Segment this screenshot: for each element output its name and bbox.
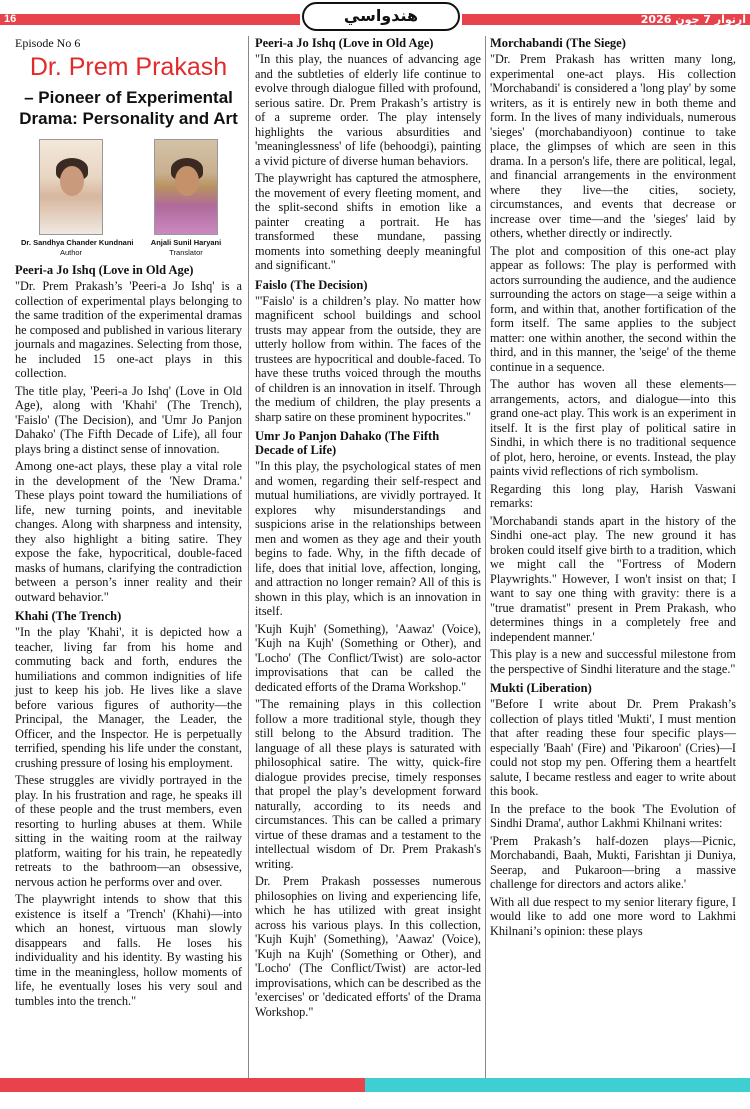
author-name: Dr. Sandhya Chander Kundnani — [21, 238, 134, 247]
column-3 — [490, 36, 736, 941]
issue-date: آرتوار 7 جون 2026 — [640, 13, 746, 26]
byline-photos — [21, 139, 236, 258]
paragraph: The plot and composition of this one-act play appear as follows: The play is performed with actors surrounding the audience, and the audience surrounding the actors on stage—a seige within a form, and within that, another fortification of the form itself. The same applies to the subject matter: one within another, the second within the third, and in this manner, the 'seige' of the theme continue in a sequence. — [490, 243, 736, 374]
section-heading: Morchabandi (The Siege) — [490, 36, 626, 50]
paragraph: "Dr. Prem Prakash’s 'Peeri-a Jo Ishq' is a collection of experimental plays belonging to the same tradition of the experimental dramas he composed and published in various literary journals and magazines. Selecting from those, he included 15 one-act plays in this collection. — [15, 279, 242, 380]
paragraph: "Dr. Prem Prakash has written many long, experimental one-act plays. His collection 'Morchabandi' is considered a 'long play' by some writers, as it is entirely new in both theme and form. In the lives of many individuals, numerous 'sieges' (morchabandiyoon) continue to take place, the glimpses of which are seen in this drama. In a person's life, there are political, legal, and financial arrangements in the environment where they live—the cities, society, circumstances, and events that decrease or increase over time—and the 'sieges' laid by others, whether directly or indirectly. — [490, 52, 736, 240]
paragraph: 'Kujh Kujh' (Something), 'Aawaz' (Voice), 'Kujh na Kujh' (Something or Other), and 'Locho' (The Conflict/Twist) are solo-actor improvisations that can be called the dedicated efforts of the Drama Workshop." — [255, 621, 481, 694]
paragraph: "In this play, the psychological states of men and women, regarding their self-respect and mutual humiliations, are vividly portrayed. It explores why misunderstandings and suspicions arise in the relationships between men and women as they age and their youth begins to fade. Why, in the fifth decade of life, does that initial love, affection, longing, and attraction no longer remain? All of this is shown in this play, which is an innovation in itself. — [255, 459, 481, 618]
paragraph: "The remaining plays in this collection follow a more traditional style, though they still belong to the Absurd tradition. The language of all these plays is saturated with philosophical satire. The witty, quick-fire dialogue provides precise, timely responses that propel the play’s development forward naturally, according to its needs and circumstances. This can be called a primary virtue of these dramas and a testament to the intellectual wisdom of Dr. Prem Prakash's writing. — [255, 697, 481, 871]
page-number: 16 — [4, 13, 17, 25]
paragraph: The author has woven all these elements—arrangements, actors, and dialogue—into this grand one-act play. This work is an experiment in itself. It is the first play of political satire in Sindhi, in which there is no traditional sequence of plot, hero, heroine, or events. Instead, the play paints vivid reflections of rich symbolism. — [490, 377, 736, 478]
paragraph: "In this play, the nuances of advancing age and the subtleties of elderly life continue to evolve through dialogue filled with profound, serious satire. Dr. Prem Prakash’s artistry is of a supreme order. The play intensely highlights the various absurdities and 'meaninglessness' of life (behoodgi), painting a vivid picture of diverse human behaviors. — [255, 52, 481, 168]
section-heading: Umr Jo Panjon Dahako (The Fifth Decade of Life) — [255, 429, 440, 457]
column-2 — [255, 36, 481, 1022]
paragraph: With all due respect to my senior literary figure, I would like to add one more word to Lakhmi Khilnani’s opinion: these plays — [490, 894, 736, 938]
section-heading: Khahi (The Trench) — [15, 609, 122, 623]
column-1 — [15, 36, 242, 1011]
paragraph: Regarding this long play, Harish Vaswani remarks: — [490, 481, 736, 510]
footer-bar-red — [0, 1078, 365, 1092]
column-divider — [248, 36, 249, 1086]
section-heading: Faislo (The Decision) — [255, 277, 368, 292]
paragraph: "'Faislo' is a children’s play. No matter how magnificent school buildings and school trusts may appear from the outside, they are utterly hollow from within. The faces of the trustees are hypocritical and double-faced. To have these truths voiced through the mouths of children is an innovation in itself. Through the medium of children, the play presents a sharp satire on these prominent hypocrites." — [255, 293, 481, 424]
translator-block — [136, 139, 236, 258]
episode-label: Episode No 6 — [15, 36, 81, 50]
author-block — [21, 139, 134, 258]
translator-role: Translator — [169, 248, 203, 257]
paragraph: Among one-act plays, these play a vital role in the development of the 'New Drama.' These plays point toward the humiliations of life, new turning points, and inevitable changes. Along with sharpness and intensity, they also highlight a biting satire. They expose the fake, hypocritical, double-faced masks of humans, clarifying the contradiction between a person’s inner reality and their outward behavior." — [15, 459, 242, 604]
paragraph: These struggles are vividly portrayed in the play. In his frustration and rage, he speaks ill of these people and the trust members, even resorting to hurling abuses at them. While sitting in the waiting room at the railway platform, waiting for his train, he repeatedly retreats to the bathroom—an obsessive, nervous action he performs over and over. — [15, 773, 242, 889]
footer-bar-cyan — [365, 1078, 750, 1092]
section-heading: Mukti (Liberation) — [490, 681, 592, 695]
header-bar-left — [0, 14, 300, 25]
paragraph: 'Morchabandi stands apart in the history of the Sindhi one-act play. The new ground it has broken could itself give birth to a tradition, which we might call the "Fortress of Modern Playwrights." However, I won't insist on that; I want to say one thing with gravity: there is a "true dramatist" present in Prem Prakash, who determines things in a completely free and independent manner.' — [490, 513, 736, 644]
author-photo — [39, 139, 103, 235]
page-header — [0, 0, 750, 34]
paragraph: This play is a new and successful milestone from the perspective of Sindhi literature and the stage." — [490, 647, 736, 676]
column-divider — [485, 36, 486, 1086]
paragraph: The playwright has captured the atmosphere, the movement of every fleeting moment, and the split-second shifts in emotion like a painter creating a portrait. He has transformed these mundane, passing moments into something deeply meaningful and significant." — [255, 171, 481, 272]
newspaper-logo: هندواسي — [302, 2, 460, 31]
paragraph: In the preface to the book 'The Evolution of Sindhi Drama', author Lakhmi Khilnani writes: — [490, 801, 736, 830]
article-subtitle: – Pioneer of Experimental Drama: Personality and Art — [19, 88, 238, 128]
paragraph: The playwright intends to show that this existence is itself a 'Trench' (Khahi)—into which an honest, virtuous man slowly disappears and falls. He loses his individuality and his identity. By wasting his time in the meaningless, hollow moments of life, he eventually loses his very soul and tumbles into the trench." — [15, 892, 242, 1008]
section-heading: Peeri-a Jo Ishq (Love in Old Age) — [15, 263, 194, 277]
section-heading: Peeri-a Jo Ishq (Love in Old Age) — [255, 36, 434, 50]
paragraph: Dr. Prem Prakash possesses numerous philosophies on living and experiencing life, which he has utilized with great insight across his various plays. In this collection, 'Kujh Kujh' (Something), 'Aawaz' (Voice), 'Kujh na Kujh' (Something or Other), and 'Locho' (The Conflict/Twist) are actor-led improvisations, which can be described as the 'exercises' or 'dedicated efforts' of the Drama Workshop." — [255, 874, 481, 1019]
paragraph: 'Prem Prakash’s half-dozen plays—Picnic, Morchabandi, Baah, Mukti, Farishtan ji Duniya, Seerap, and Pukaroon—bring a massive challenge for directors and actors alike.' — [490, 833, 736, 891]
paragraph: "Before I write about Dr. Prem Prakash’s collection of plays titled 'Mukti', I must mention that after reading these four specific plays—especially 'Baah' (Fire) and 'Pikaroon' (Cries)—I could not stop my pen. Offering them a heartfelt salute, I became restless and eager to write about this book. — [490, 697, 736, 798]
article-title: Dr. Prem Prakash — [29, 53, 228, 81]
page-footer — [0, 1078, 750, 1092]
translator-photo — [154, 139, 218, 235]
paragraph: The title play, 'Peeri-a Jo Ishq' (Love in Old Age), along with 'Khahi' (The Trench), 'Faislo' (The Decision), and 'Umr Jo Panjon Dahako' (The Fifth Decade of Life), all four plays bring a distinct sense of innovation. — [15, 383, 242, 456]
translator-name: Anjali Sunil Haryani — [150, 238, 222, 247]
paragraph: "In the play 'Khahi', it is depicted how a teacher, living far from his home and commuting back and forth, endures the humiliations and common indignities of life just to keep his job. He lives like a slave before various figures of authority—the Principal, the Manager, the Leader, the Officer, and the Inspector. He is perpetually terrified, spending his life under the constant, crushing pressure of losing his employment. — [15, 625, 242, 770]
author-role: Author — [59, 248, 83, 257]
